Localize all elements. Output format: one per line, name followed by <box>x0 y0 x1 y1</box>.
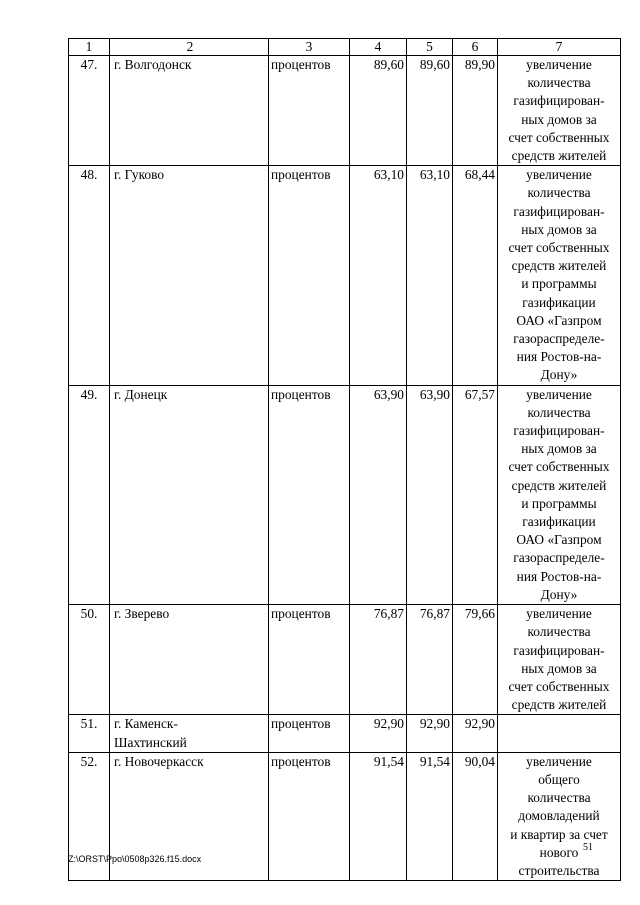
column-header-6: 6 <box>453 39 498 56</box>
unit-cell: процентов <box>269 715 350 752</box>
table-row <box>69 385 621 604</box>
value-col-4: 89,60 <box>350 56 407 166</box>
value-col-5: 92,90 <box>407 715 453 752</box>
value-col-6: 67,57 <box>453 385 498 604</box>
value-col-6: 68,44 <box>453 166 498 385</box>
value-col-6: 92,90 <box>453 715 498 752</box>
value-col-6: 79,66 <box>453 605 498 715</box>
city-name: г. Новочеркасск <box>110 752 269 880</box>
note-cell: увеличение количества газифицирован- ных домов за счет собственных средств жителей <box>498 56 621 166</box>
column-header-5: 5 <box>407 39 453 56</box>
note-cell: увеличение количества газифицирован- ных домов за счет собственных средств жителей и программы газификации ОАО «Газпром газораспределе- ния Ростов-на- Дону» <box>498 385 621 604</box>
indicator-table <box>68 38 621 881</box>
table-row <box>69 56 621 166</box>
footer-file-path: Z:\ORST\Ppo\0508p326.f15.docx <box>68 854 202 864</box>
row-number: 47. <box>69 56 110 166</box>
value-col-4: 63,10 <box>350 166 407 385</box>
page-number: 51 <box>583 842 593 853</box>
value-col-6: 90,04 <box>453 752 498 880</box>
city-name: г. Донецк <box>110 385 269 604</box>
table-row <box>69 605 621 715</box>
note-cell <box>498 715 621 752</box>
column-header-2: 2 <box>110 39 269 56</box>
value-col-5: 89,60 <box>407 56 453 166</box>
unit-cell: процентов <box>269 166 350 385</box>
column-header-7: 7 <box>498 39 621 56</box>
city-name: г. Зверево <box>110 605 269 715</box>
city-name: г. Гуково <box>110 166 269 385</box>
unit-cell: процентов <box>269 56 350 166</box>
unit-cell: процентов <box>269 752 350 880</box>
value-col-4: 63,90 <box>350 385 407 604</box>
value-col-4: 91,54 <box>350 752 407 880</box>
column-header-3: 3 <box>269 39 350 56</box>
column-header-4: 4 <box>350 39 407 56</box>
city-name: г. Каменск- Шахтинский <box>110 715 269 752</box>
value-col-5: 76,87 <box>407 605 453 715</box>
city-name: г. Волгодонск <box>110 56 269 166</box>
unit-cell: процентов <box>269 385 350 604</box>
value-col-6: 89,90 <box>453 56 498 166</box>
table-row <box>69 166 621 385</box>
note-cell: увеличение количества газифицирован- ных домов за счет собственных средств жителей и программы газификации ОАО «Газпром газораспределе- ния Ростов-на- Дону» <box>498 166 621 385</box>
value-col-5: 63,90 <box>407 385 453 604</box>
value-col-4: 92,90 <box>350 715 407 752</box>
value-col-4: 76,87 <box>350 605 407 715</box>
note-cell: увеличение общего количества домовладений и квартир за счет нового строительства <box>498 752 621 880</box>
row-number: 52. <box>69 752 110 880</box>
value-col-5: 91,54 <box>407 752 453 880</box>
row-number: 48. <box>69 166 110 385</box>
value-col-5: 63,10 <box>407 166 453 385</box>
note-cell: увеличение количества газифицирован- ных домов за счет собственных средств жителей <box>498 605 621 715</box>
unit-cell: процентов <box>269 605 350 715</box>
row-number: 50. <box>69 605 110 715</box>
row-number: 49. <box>69 385 110 604</box>
row-number: 51. <box>69 715 110 752</box>
column-number-row <box>69 39 621 56</box>
column-header-1: 1 <box>69 39 110 56</box>
table-row <box>69 715 621 752</box>
